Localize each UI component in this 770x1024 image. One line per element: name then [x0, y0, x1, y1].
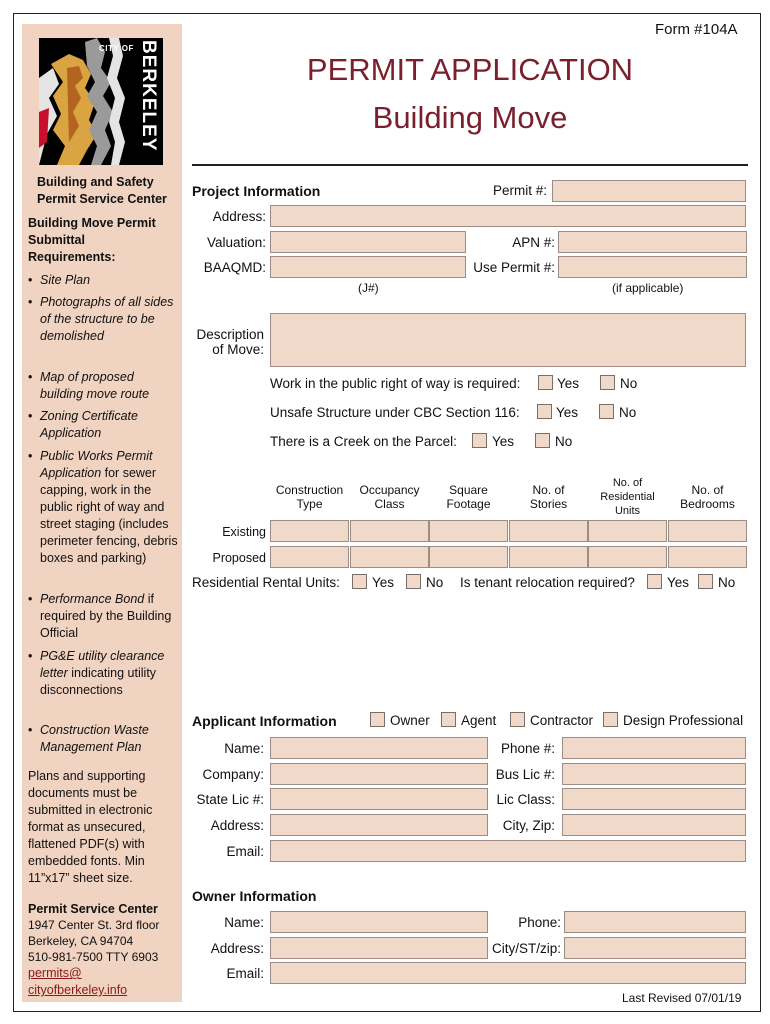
- description-field[interactable]: [270, 313, 746, 367]
- description-label-2: of Move:: [212, 342, 264, 357]
- applicant-name-label: Name:: [224, 741, 264, 756]
- use-permit-field[interactable]: [558, 256, 747, 278]
- col-header-line: No. of: [612, 477, 643, 489]
- unsafe-no-checkbox[interactable]: [599, 404, 614, 419]
- col-header-line: Square: [449, 483, 488, 497]
- valuation-field[interactable]: [270, 231, 466, 253]
- sidebar-psc-heading: Permit Service Center: [28, 902, 158, 916]
- creek-yes-checkbox[interactable]: [472, 433, 487, 448]
- applicant-address-field[interactable]: [270, 814, 488, 836]
- role-agent-label: Agent: [461, 713, 497, 728]
- relocation-no-checkbox[interactable]: [698, 574, 713, 589]
- owner-name-label: Name:: [224, 915, 264, 930]
- applicant-phone-field[interactable]: [562, 737, 746, 759]
- relocation-yes-label: Yes: [667, 575, 690, 590]
- owner-email-label: Email:: [226, 966, 264, 981]
- col-header-line: Bedrooms: [680, 497, 735, 511]
- creek-no-checkbox[interactable]: [535, 433, 550, 448]
- req-item-rest: for sewer capping, work in the public right of way and street staging (includes perimeter fencing, debris boxes and parking): [40, 466, 178, 565]
- owner-phone-label: Phone:: [518, 915, 561, 930]
- role-design-professional-label: Design Professional: [623, 713, 744, 728]
- col-occupancy-class: [350, 483, 429, 511]
- role-design-professional-checkbox[interactable]: [603, 712, 618, 727]
- valuation-label: Valuation:: [206, 235, 266, 250]
- baaqmd-field[interactable]: [270, 256, 466, 278]
- req-item-bold: Performance Bond: [40, 592, 145, 606]
- applicant-state-lic-label: State Lic #:: [196, 792, 264, 807]
- owner-city-st-zip-field[interactable]: [564, 937, 746, 959]
- q-right-of-way: Work in the public right of way is required:: [270, 376, 521, 391]
- role-contractor-label: Contractor: [530, 713, 594, 728]
- proposed-bedrooms-cell[interactable]: [668, 546, 747, 568]
- existing-square-footage-cell[interactable]: [429, 520, 508, 542]
- applicant-company-label: Company:: [202, 767, 264, 782]
- form-number: Form #104A: [655, 21, 738, 38]
- role-agent-checkbox[interactable]: [441, 712, 456, 727]
- owner-address-field[interactable]: [270, 937, 488, 959]
- applicant-city-zip-field[interactable]: [562, 814, 746, 836]
- req-item-bold: Map of proposed building move route: [40, 370, 150, 401]
- rental-yes-label: Yes: [372, 575, 395, 590]
- permit-no-label: Permit #:: [492, 183, 547, 198]
- req-item-bold: Site Plan: [40, 273, 91, 287]
- use-permit-label: Use Permit #:: [473, 260, 555, 275]
- owner-section-heading: Owner Information: [192, 888, 317, 904]
- q-unsafe-structure: Unsafe Structure under CBC Section 116:: [270, 405, 520, 420]
- email-link[interactable]: permits@: [28, 966, 82, 980]
- email-link-domain[interactable]: cityofberkeley.info: [28, 983, 128, 997]
- tenant-relocation-label: Is tenant relocation required?: [460, 575, 635, 590]
- applicant-email-label: Email:: [226, 844, 264, 859]
- proposed-residential-units-cell[interactable]: [588, 546, 667, 568]
- last-revised: Last Revised 07/01/19: [622, 991, 742, 1005]
- role-owner-checkbox[interactable]: [370, 712, 385, 727]
- row-no-checkbox[interactable]: [600, 375, 615, 390]
- req-item-bold: Public Works Permit Application: [40, 449, 153, 480]
- rental-yes-checkbox[interactable]: [352, 574, 367, 589]
- existing-stories-cell[interactable]: [509, 520, 588, 542]
- row-no-label: No: [620, 376, 638, 391]
- col-construction-type: [270, 483, 349, 511]
- sidebar-dept-line1: Building and Safety: [37, 175, 154, 189]
- col-residential-units: [588, 476, 667, 518]
- col-header-line: Construction: [275, 483, 344, 497]
- q-creek: There is a Creek on the Parcel:: [270, 434, 457, 449]
- applicant-company-field[interactable]: [270, 763, 488, 785]
- creek-yes-label: Yes: [492, 434, 515, 449]
- row-yes-checkbox[interactable]: [538, 375, 553, 390]
- rental-no-checkbox[interactable]: [406, 574, 421, 589]
- applicant-bus-lic-field[interactable]: [562, 763, 746, 785]
- page-title: PERMIT APPLICATION: [306, 52, 634, 87]
- relocation-no-label: No: [718, 575, 736, 590]
- rental-no-label: No: [426, 575, 444, 590]
- existing-construction-type-cell[interactable]: [270, 520, 349, 542]
- sidebar-address-line1: 1947 Center St. 3rd floor: [28, 918, 160, 932]
- applicant-bus-lic-label: Bus Lic #:: [495, 767, 555, 782]
- page-subtitle: Building Move: [372, 100, 568, 135]
- proposed-square-footage-cell[interactable]: [429, 546, 508, 568]
- unsafe-yes-label: Yes: [556, 405, 579, 420]
- creek-no-label: No: [555, 434, 573, 449]
- col-header-line: No. of: [532, 483, 565, 497]
- role-owner-label: Owner: [390, 713, 430, 728]
- description-label-1: Description: [196, 327, 264, 342]
- owner-phone-field[interactable]: [564, 911, 746, 933]
- unsafe-no-label: No: [619, 405, 637, 420]
- logo-city-of: CITY OF: [99, 44, 134, 53]
- apn-label: APN #:: [512, 235, 555, 250]
- col-header-line: Footage: [446, 497, 491, 511]
- col-header-line: Residential: [600, 491, 655, 503]
- existing-residential-units-cell[interactable]: [588, 520, 667, 542]
- unsafe-yes-checkbox[interactable]: [537, 404, 552, 419]
- proposed-construction-type-cell[interactable]: [270, 546, 349, 568]
- city-logo: [39, 38, 163, 165]
- sidebar-req-heading: Building Move Permit Submittal Requirements:: [28, 216, 156, 264]
- sidebar-dept-line2: Permit Service Center: [37, 192, 167, 206]
- col-square-footage: [429, 483, 508, 511]
- col-header-line: Stories: [529, 497, 568, 511]
- baaqmd-label: BAAQMD:: [203, 260, 266, 275]
- rental-units-label: Residential Rental Units:: [192, 575, 340, 590]
- existing-row-label: Existing: [222, 525, 266, 539]
- applicant-address-label: Address:: [210, 818, 264, 833]
- project-section-heading: Project Information: [192, 183, 321, 199]
- address-field[interactable]: [270, 205, 746, 227]
- col-header-line: Units: [614, 505, 641, 517]
- req-item-rest: if required by the Building Official: [40, 592, 172, 640]
- existing-occupancy-class-cell[interactable]: [350, 520, 429, 542]
- title-divider: [192, 164, 748, 166]
- owner-name-field[interactable]: [270, 911, 488, 933]
- col-header-line: Class: [374, 497, 405, 511]
- sidebar-phone: 510-981-7500 TTY 6903: [28, 950, 159, 964]
- existing-bedrooms-cell[interactable]: [668, 520, 747, 542]
- req-item-bold: Photographs of all sides of the structure to be demolished: [40, 295, 174, 343]
- row-yes-label: Yes: [557, 376, 580, 391]
- applicant-name-field[interactable]: [270, 737, 488, 759]
- proposed-occupancy-class-cell[interactable]: [350, 546, 429, 568]
- proposed-stories-cell[interactable]: [509, 546, 588, 568]
- col-bedrooms: [668, 483, 747, 511]
- applicant-state-lic-field[interactable]: [270, 788, 488, 810]
- applicant-phone-label: Phone #:: [500, 741, 555, 756]
- owner-city-st-zip-label: City/ST/zip:: [491, 941, 561, 956]
- applicant-email-field[interactable]: [270, 840, 746, 862]
- permit-no-field[interactable]: [552, 180, 746, 202]
- req-item-bold: PG&E utility clearance letter: [40, 649, 165, 680]
- proposed-row-label: Proposed: [212, 551, 266, 565]
- apn-field[interactable]: [558, 231, 747, 253]
- owner-email-field[interactable]: [270, 962, 746, 984]
- applicant-lic-class-field[interactable]: [562, 788, 746, 810]
- col-header-line: No. of: [691, 483, 724, 497]
- address-label: Address:: [212, 209, 266, 224]
- col-header-line: Occupancy: [359, 483, 420, 497]
- req-item-bold: Construction Waste Management Plan: [40, 723, 149, 754]
- applicant-city-zip-label: City, Zip:: [502, 818, 555, 833]
- col-header-line: Type: [296, 497, 323, 511]
- applicant-section-heading: Applicant Information: [192, 713, 337, 729]
- logo-berkeley: BERKELEY: [138, 40, 159, 152]
- req-item-bold: Zoning Certificate Application: [40, 409, 138, 440]
- role-contractor-checkbox[interactable]: [510, 712, 525, 727]
- sidebar-address-line2: Berkeley, CA 94704: [28, 934, 134, 948]
- owner-address-label: Address:: [210, 941, 264, 956]
- sidebar-plans-note: Plans and supporting documents must be submitted in electronic format as unsecured, flattened PDF(s) with embedded fonts. Min 11”x17” sheet size.: [28, 769, 153, 885]
- col-stories: [509, 483, 588, 511]
- applicant-lic-class-label: Lic Class:: [496, 792, 555, 807]
- j-number-hint: (J#): [358, 281, 379, 295]
- relocation-yes-checkbox[interactable]: [647, 574, 662, 589]
- req-item-rest: indicating utility disconnections: [40, 666, 157, 697]
- if-applicable-hint: (if applicable): [612, 281, 684, 295]
